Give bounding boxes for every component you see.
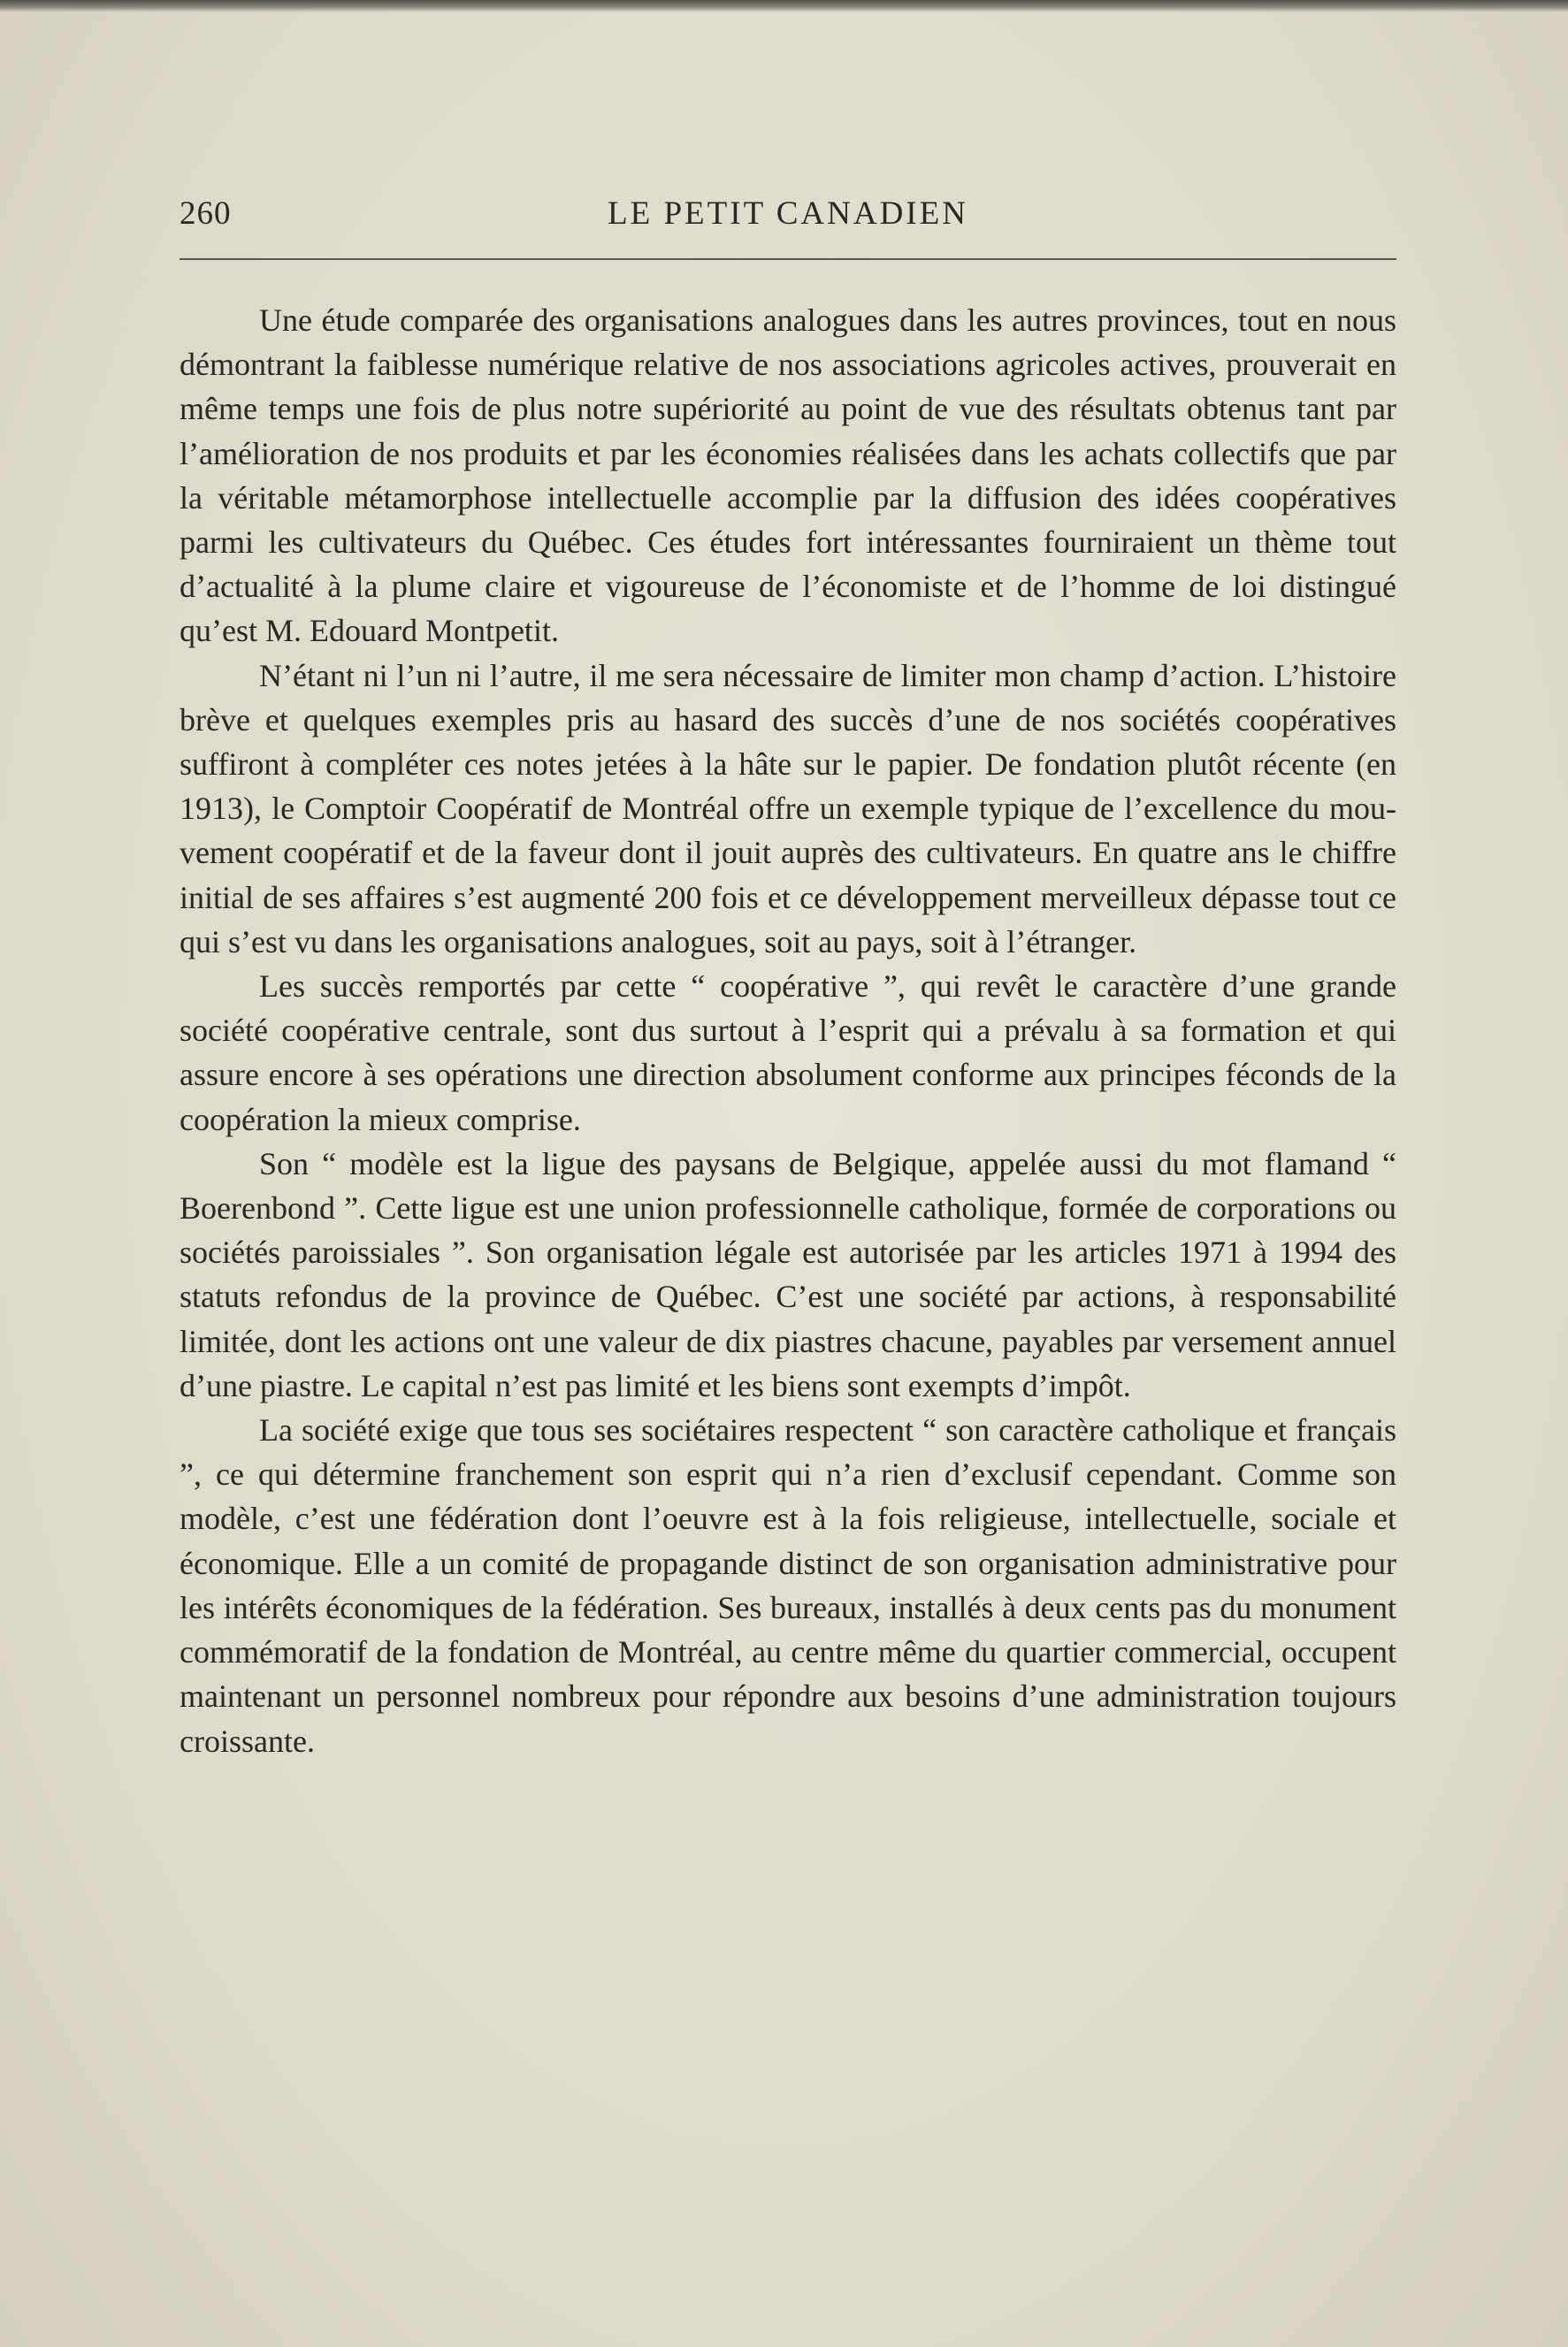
paragraph-2: N’étant ni l’un ni l’autre, il me sera nécessaire de limiter mon champ d’action. L’histoire brève et quelques exemples pris au hasard des succès d’une de nos sociétés coopératives suffiront à compléter ces notes jetées à la hâte sur le papier. De fondation plutôt récente (en 1913), le Comptoir Coopératif de Montréal offre un exemple typique de l’excellence du mouvement coopératif et de la faveur dont il jouit auprès des cultivateurs. En quatre ans le chiffre initial de ses affaires s’est augmenté 200 fois et ce développement merveilleux dépasse tout ce qui s’est vu dans les organisations analogues, soit au pays, soit à l’étranger. <box>180 657 1396 959</box>
paragraph-3: Les succès remportés par cette “ coopérative ”, qui revêt le caractère d’une grande société coopérative centrale, sont dus surtout à l’esprit qui a prévalu à sa formation et qui assure encore à ses opérations une direction absolument conforme aux principes féconds de la coopération la mieux comprise. <box>180 968 1396 1137</box>
page-top-shadow <box>0 0 1568 12</box>
paragraph-4: Son “ modèle est la ligue des paysans de Belgique, appelée aussi du mot flamand “ Boerenbond ”. Cette ligue est une union professionnelle catholique, formée de corporations ou sociétés paroissiales ”. Son organisation légale est autorisée par les articles 1971 à 1994 des statuts refondus de la province de Québec. C’est une société par actions, à responsabilité limitée, dont les actions ont une valeur de dix piastres chacune, payables par versement annuel d’une piastre. Le capital n’est pas limité et les biens sont exempts d’impôt. <box>180 1145 1396 1403</box>
header-rule <box>180 258 1396 260</box>
paragraph-1: Une étude comparée des organisations analogues dans les autres provinces, tout en nous démontrant la faiblesse numérique relative de nos associations agricoles actives, prouverait en même temps une fois de plus notre supériorité au point de vue des résultats obtenus tant par l’amélioration de nos produits et par les économies réalisées dans les achats collectifs que par la véritable métamorphose intellectuelle accomplie par la diffusion des idées coopératives parmi les cultivateurs du Québec. Ces études fort intéressantes fourniraient un thème tout d’actualité à la plume claire et vigoureuse de l’économiste et de l’homme de loi distingué qu’est M. Edouard Montpetit. <box>180 302 1396 649</box>
page-number: 260 <box>180 195 232 232</box>
running-title: LE PETIT CANADIEN <box>608 195 968 232</box>
body-text <box>180 298 1396 1763</box>
paragraph-5: La société exige que tous ses sociétaires respectent “ son caractère catholique et français ”, ce qui détermine franchement son esprit qui n’a rien d’exclusif cependant. Comme son modèle, c’est une fédération dont l’oeuvre est à la fois religieuse, intellectuelle, sociale et économique. Elle a un comité de propagande distinct de son organisation administrative pour les intérêts économiques de la fédération. Ses bureaux, installés à deux cents pas du monument commémoratif de la fondation de Montréal, au centre même du quartier commercial, occupent maintenant un personnel nombreux pour répondre aux besoins d’une administration toujours croissante. <box>180 1412 1396 1759</box>
page-header <box>180 187 1396 241</box>
